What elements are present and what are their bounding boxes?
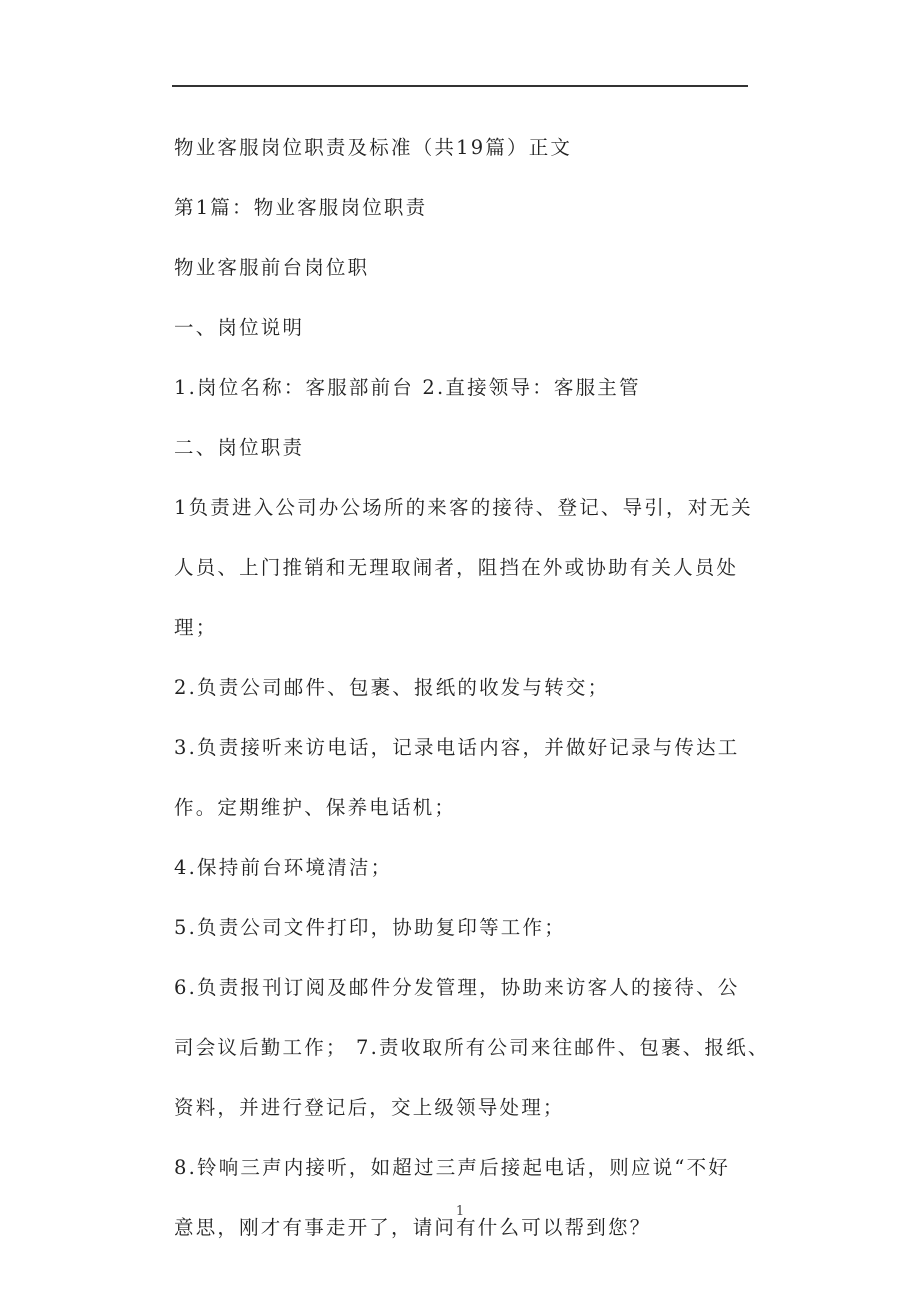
duty-item-4 [174, 848, 759, 888]
document-body [174, 128, 770, 1268]
duty-line: 资料，并进行登记后，交上级领导处理； [174, 1096, 565, 1119]
duty-line: 意思，刚才有事走开了，请问有什么可以帮到您？ [174, 1216, 652, 1239]
duty-item-3 [174, 728, 759, 828]
duty-line: 6.负责报刊订阅及邮件分发管理，协助来访客人的接待、公 [174, 976, 740, 999]
duty-item-2 [174, 668, 759, 708]
duty-line: 3.负责接听来访电话，记录电话内容，并做好记录与传达工 [174, 736, 740, 759]
duty-line: 5.负责公司文件打印，协助复印等工作； [174, 916, 566, 939]
duty-line: 理； [174, 616, 218, 639]
part-one-heading: 一、岗位说明 [174, 316, 305, 339]
duty-line: 作。定期维护、保养电话机； [174, 796, 457, 819]
subheading: 物业客服前台岗位职 [174, 256, 370, 279]
duty-line: 司会议后勤工作； 7.责收取所有公司来往邮件、包裹、报纸、 [174, 1036, 770, 1059]
duty-item-8 [174, 1148, 759, 1248]
document-title: 物业客服岗位职责及标准（共19篇）正文 [174, 136, 573, 159]
page-number: 1 [455, 1204, 465, 1219]
duty-line: 4.保持前台环境清洁； [174, 856, 393, 879]
duty-item-6 [174, 968, 770, 1128]
duty-item-5 [174, 908, 759, 948]
duty-line: 人员、上门推销和无理取闹者，阻挡在外或协助有关人员处 [174, 556, 739, 579]
part-one-content: 1.岗位名称：客服部前台 2.直接领导：客服主管 [174, 376, 641, 399]
duty-line: 2.负责公司邮件、包裹、报纸的收发与转交； [174, 676, 610, 699]
section-heading: 第1篇：物业客服岗位职责 [174, 196, 428, 219]
header-rule [172, 85, 748, 87]
duty-line: 8.铃响三声内接听，如超过三声后接起电话，则应说“不好 [174, 1156, 730, 1179]
duty-line: 1负责进入公司办公场所的来客的接待、登记、导引，对无关 [174, 496, 753, 519]
part-two-heading: 二、岗位职责 [174, 436, 305, 459]
duty-item-1 [174, 488, 759, 648]
